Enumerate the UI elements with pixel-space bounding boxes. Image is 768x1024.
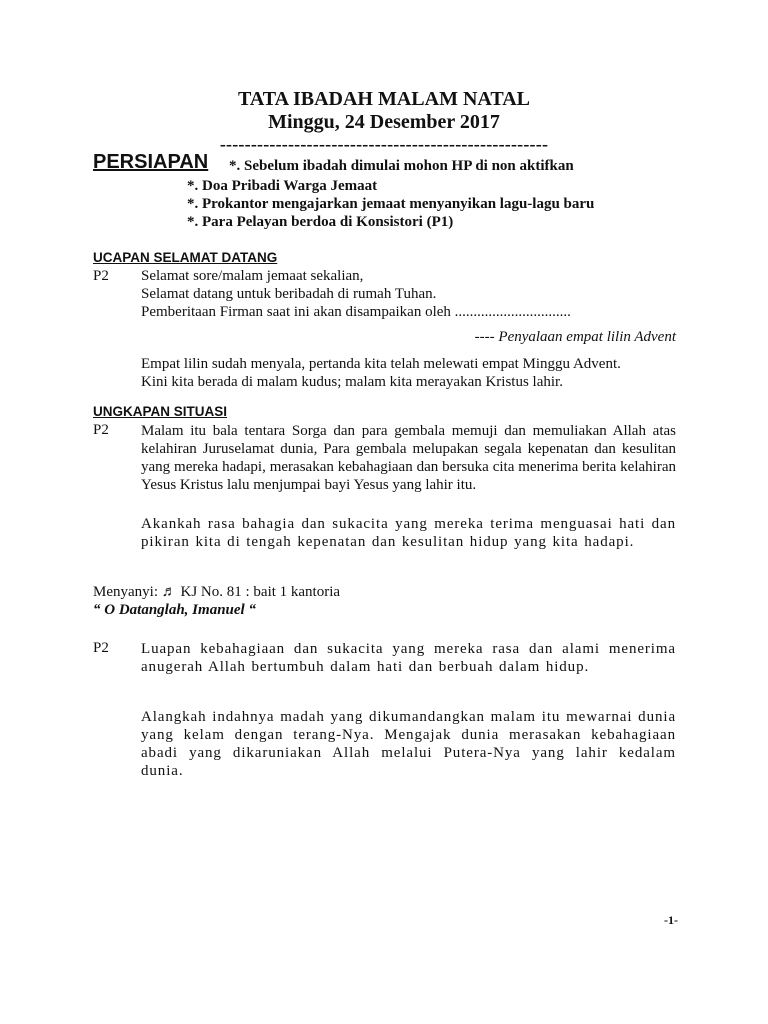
stage-note: ---- Penyalaan empat lilin Advent	[474, 329, 676, 345]
document-title: TATA IBADAH MALAM NATAL	[237, 88, 531, 110]
ucapan-line: Pemberitaan Firman saat ini akan disampaikan oleh ...............................	[141, 304, 571, 320]
persiapan-item: *. Sebelum ibadah dimulai mohon HP di non aktifkan	[229, 158, 574, 174]
persiapan-item: *. Doa Pribadi Warga Jemaat	[187, 178, 378, 194]
ucapan-speaker: P2	[93, 268, 109, 284]
song-title: “ O Datanglah, Imanuel “	[93, 602, 256, 618]
closing-paragraph-2: Alangkah indahnya madah yang dikumandangkan malam itu mewarnai dunia yang kelam dengan terang-Nya. Mengajak dunia merasakan kebahagiaan abadi yang dikaruniakan Allah melalui Putera-Nya yang lahir kedalam dunia.	[141, 709, 676, 779]
ucapan-closing-line: Kini kita berada di malam kudus; malam kita merayakan Kristus lahir.	[141, 374, 563, 390]
ungkapan-heading: UNGKAPAN SITUASI	[93, 404, 228, 419]
ungkapan-paragraph-1: Malam itu bala tentara Sorga dan para gembala memuji dan memuliakan Allah atas kelahiran Juruselamat dunia, Para gembala melupakan segala kepenatan dan kesulitan yang mereka hadapi, merasakan kebahagiaan dan bersuka cita menerima berita kelahiran Yesus Kristus lalu menjumpai bayi Yesus yang lahir itu.	[141, 423, 676, 493]
persiapan-heading: PERSIAPAN	[93, 151, 209, 173]
persiapan-item: *. Prokantor mengajarkan jemaat menyanyikan lagu-lagu baru	[187, 196, 595, 212]
ucapan-line: Selamat datang untuk beribadah di rumah Tuhan.	[141, 286, 437, 302]
closing-paragraph-1: Luapan kebahagiaan dan sukacita yang mereka rasa dan alami menerima anugerah Allah bertumbuh dalam hati dan berbuah dalam hidup.	[141, 641, 676, 675]
ucapan-closing-line: Empat lilin sudah menyala, pertanda kita telah melewati empat Minggu Advent.	[141, 356, 621, 372]
ungkapan-paragraph-2: Akankah rasa bahagia dan sukacita yang mereka terima menguasai hati dan pikiran kita di tengah kepenatan dan kesulitan hidup yang kita hadapi.	[141, 516, 676, 550]
document-date: Minggu, 24 Desember 2017	[268, 111, 500, 133]
page-number: -1-	[664, 913, 678, 927]
persiapan-item: *. Para Pelayan berdoa di Konsistori (P1)	[187, 214, 454, 230]
song-line: Menyanyi: ♬ KJ No. 81 : bait 1 kantoria	[93, 584, 341, 600]
closing-speaker: P2	[93, 640, 109, 656]
title-divider: -----------------------------------------------------	[219, 134, 549, 154]
ucapan-heading: UCAPAN SELAMAT DATANG	[93, 250, 278, 265]
ungkapan-speaker: P2	[93, 422, 109, 438]
ucapan-line: Selamat sore/malam jemaat sekalian,	[141, 268, 364, 284]
